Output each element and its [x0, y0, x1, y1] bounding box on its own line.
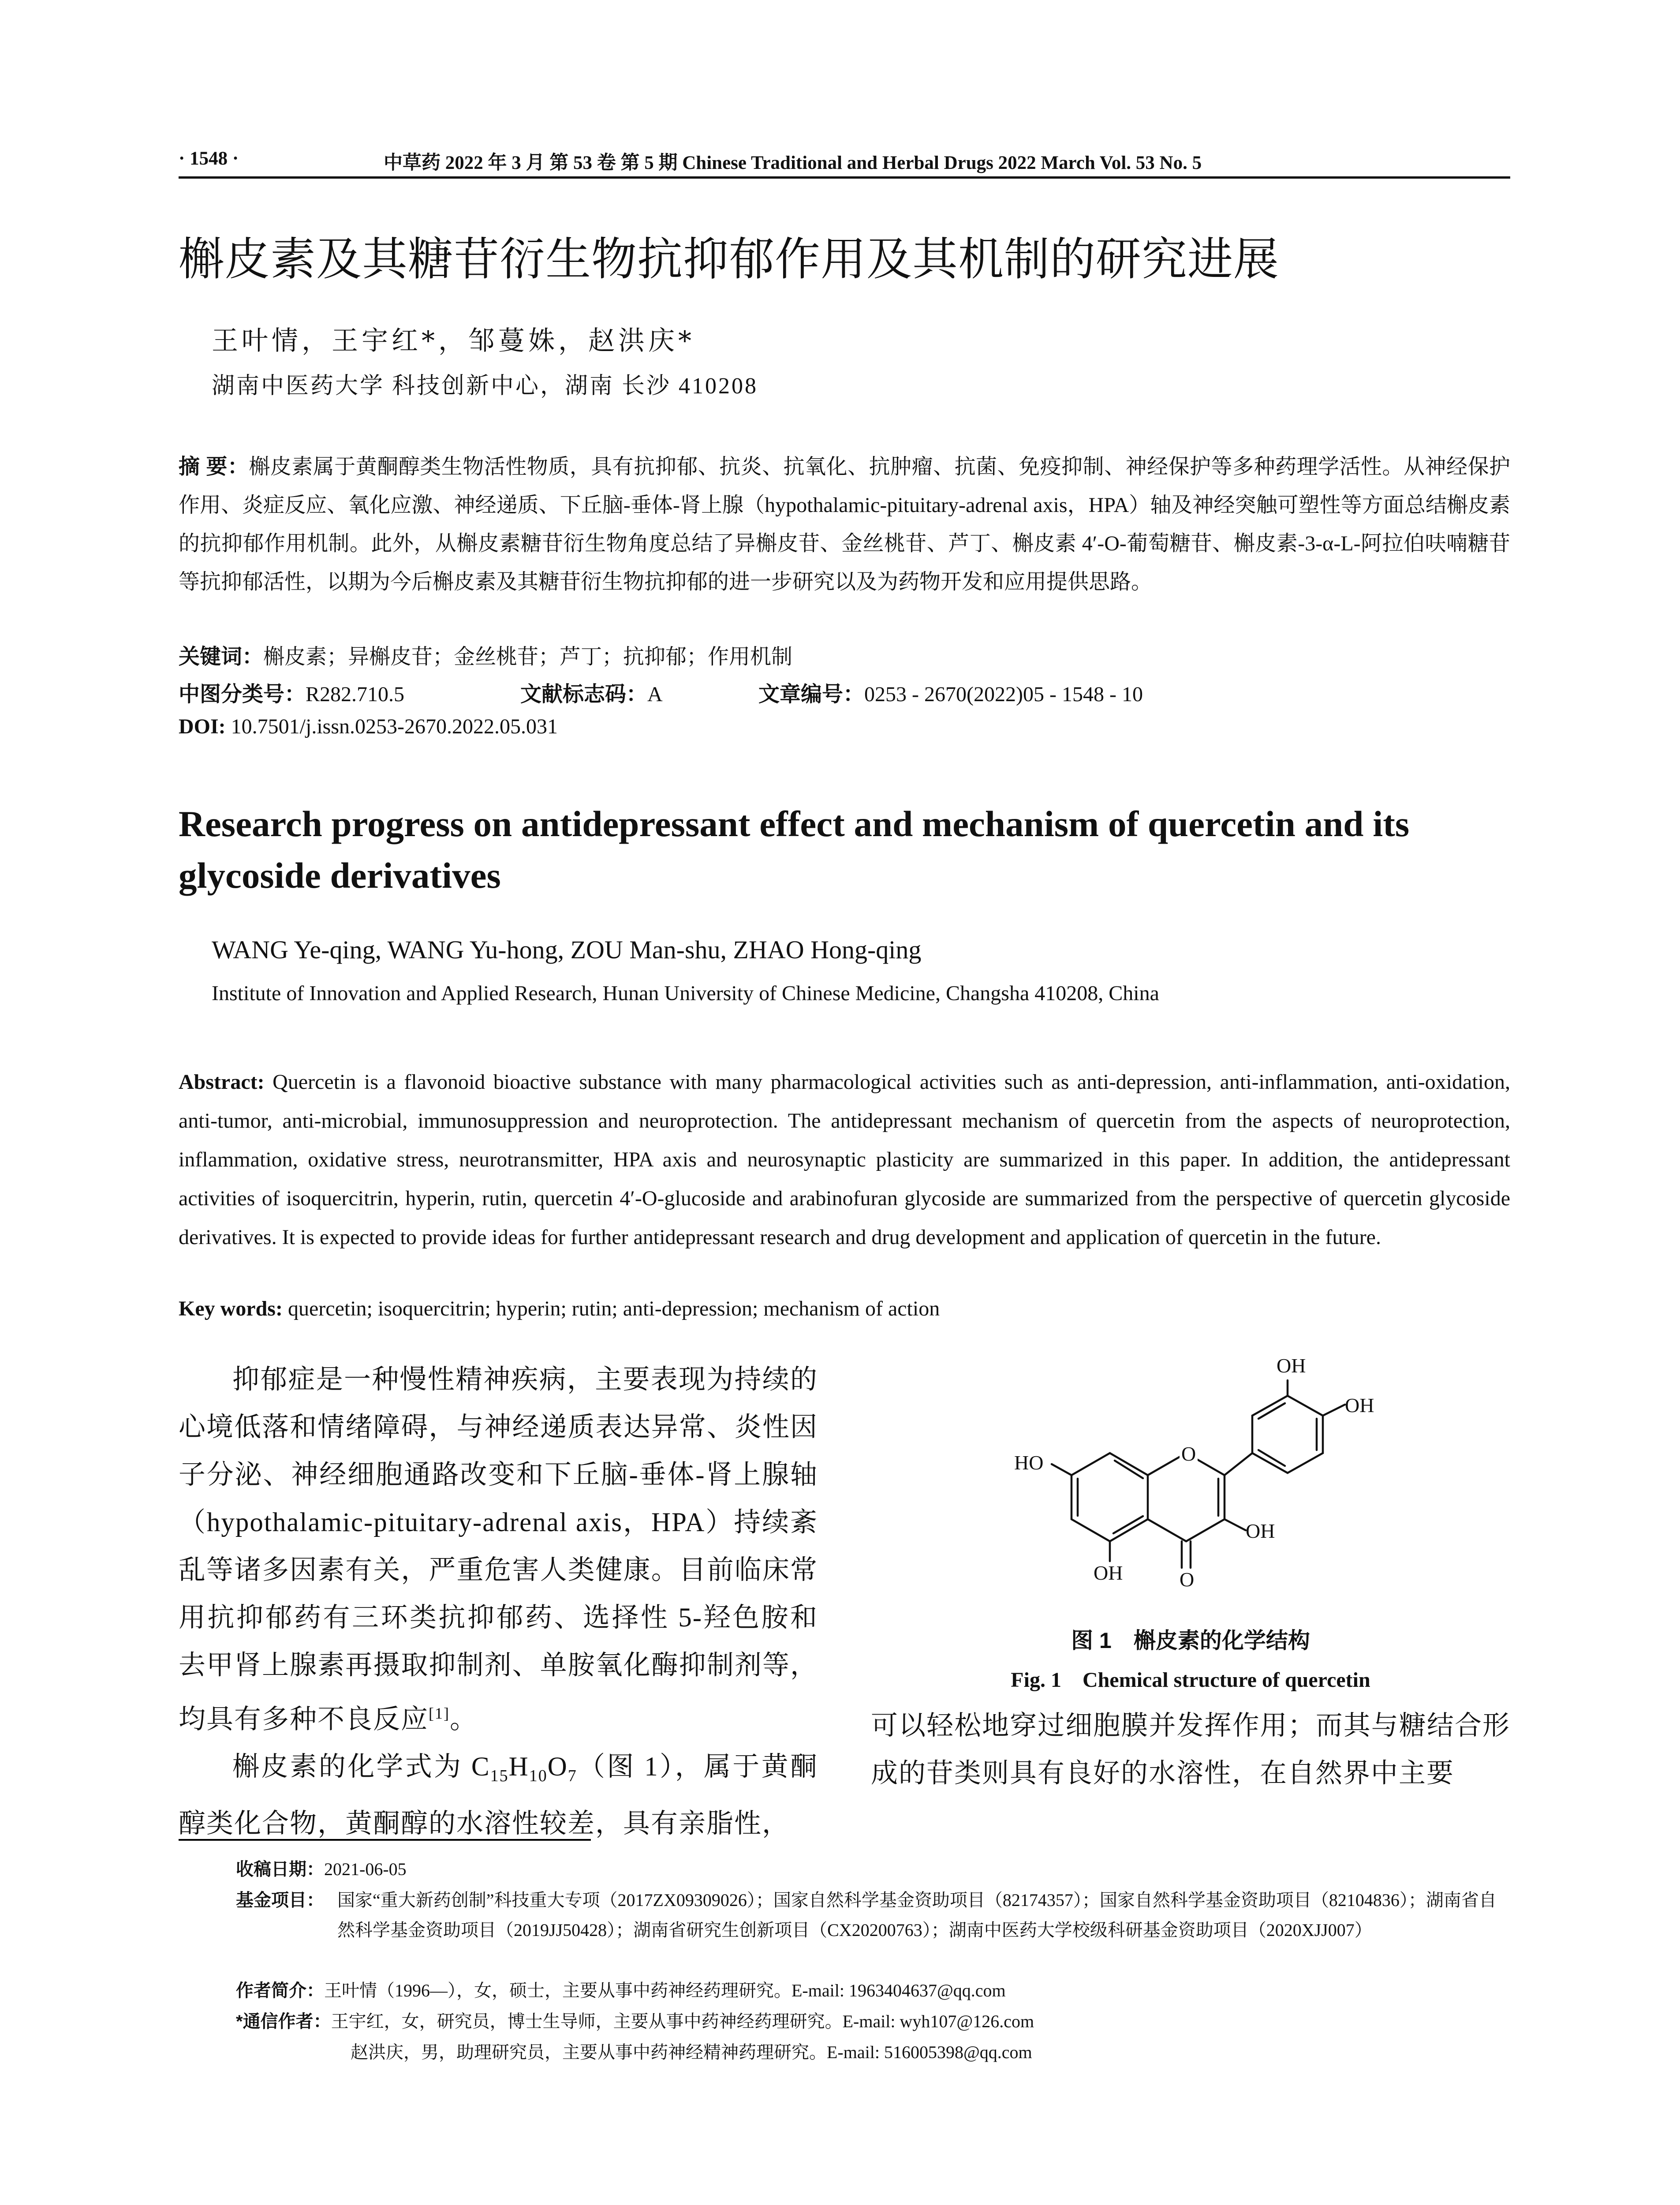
footnote-corresponding-2: 赵洪庆，男，助理研究员，主要从事中药神经精神药理研究。E-mail: 516005398@qq.com	[351, 2042, 1032, 2062]
received-label: 收稿日期：	[236, 1860, 324, 1879]
en-keywords	[179, 1297, 940, 1321]
en-keywords-label: Key words:	[179, 1297, 283, 1320]
doc-code-field	[520, 677, 663, 707]
figure-caption-cn: 图 1 槲皮素的化学结构	[1071, 1628, 1310, 1653]
cn-keywords	[179, 639, 792, 670]
doc-code-value: A	[647, 683, 663, 706]
label-oh-right: OH	[1345, 1394, 1374, 1416]
fund-label: 基金项目：	[236, 1891, 324, 1910]
body-p1-end: 。	[450, 1704, 478, 1734]
cn-keywords-text: 槲皮素；异槲皮苷；金丝桃苷；芦丁；抗抑郁；作用机制	[263, 645, 793, 669]
body-p2-c: O	[547, 1752, 568, 1782]
body-paragraph-2	[179, 1743, 818, 1847]
footnote-corresponding	[236, 2007, 1034, 2037]
running-header	[179, 143, 1510, 179]
corr-label: *通信作者：	[236, 2012, 331, 2031]
en-authors: WANG Ye-qing, WANG Yu-hong, ZOU Man-shu, ZHAO Hong-qing	[212, 935, 922, 964]
doi-label: DOI:	[179, 715, 226, 738]
corr-author-1: 王宇红，女，研究员，博士生导师，主要从事中药神经药理研究。E-mail: wyh107@126.com	[331, 2011, 1034, 2031]
quercetin-structure-figure	[1005, 1354, 1402, 1618]
body-p2-d: （图 1），属于黄酮醇类化合物，黄酮醇的水溶性较差，具有亲脂性，	[179, 1752, 818, 1839]
doi-line	[179, 714, 558, 739]
cn-keywords-label: 关键词：	[179, 645, 264, 669]
footnote-fund	[236, 1885, 1510, 1945]
body-p2-a: 槲皮素的化学式为 C	[232, 1752, 490, 1782]
citation-ref[interactable]: [1]	[429, 1704, 450, 1722]
article-no-field	[758, 677, 1143, 707]
body-paragraph-1	[179, 1356, 818, 1743]
body-p1-text: 抑郁症是一种慢性精神疾病，主要表现为持续的心境低落和情绪障碍，与神经递质表达异常、炎性因子分泌、神经细胞通路改变和下丘脑-垂体-肾上腺轴（hypothalamic-pituitary-adrenal axis，HPA）持续紊乱等诸多因素有关，严重危害人类健康。目前临床常用抗抑郁药有三环类抗抑郁药、选择性 5-羟色胺和去甲肾上腺素再摄取抑制剂、单胺氧化酶抑制剂等，均具有多种不良反应	[179, 1365, 818, 1734]
label-oh-top: OH	[1277, 1354, 1306, 1377]
header-rule	[179, 176, 1510, 179]
label-ho-left: HO	[1014, 1451, 1044, 1474]
label-o-keto: O	[1180, 1568, 1195, 1591]
clc-field	[179, 683, 404, 706]
label-oh-ring: OH	[1246, 1520, 1275, 1542]
en-abstract-label: Abstract:	[179, 1070, 265, 1094]
footnote-rule	[179, 1839, 591, 1841]
en-affiliation: Institute of Innovation and Applied Research, Hunan University of Chinese Medicine, Changsha 410208, China	[212, 982, 1159, 1005]
article-no-value: 0253 - 2670(2022)05 - 1548 - 10	[864, 683, 1143, 706]
formula-sub-2: 10	[529, 1767, 548, 1786]
fund-text: 国家“重大新药创制”科技重大专项（2017ZX09309026）；国家自然科学基金资助项目（82174357）；国家自然科学基金资助项目（82104836）；湖南省自然科学基金资助项目（2019JJ50428）；湖南省研究生创新项目（CX20200763）；湖南中医药大学校级科研基金资助项目（2020XJJ007）	[337, 1890, 1497, 1940]
en-abstract	[179, 1063, 1510, 1257]
clc-value: R282.710.5	[306, 683, 405, 706]
doi-value: 10.7501/j.issn.0253-2670.2022.05.031	[225, 715, 558, 738]
label-o-ring: O	[1180, 1442, 1198, 1465]
body-left-column	[179, 1356, 818, 1848]
page-number: · 1548 ·	[179, 148, 239, 169]
body-right-column: 可以轻松地穿过细胞膜并发挥作用；而其与糖结合形成的苷类则具有良好的水溶性，在自然界中主要	[871, 1711, 1510, 1788]
cn-classification	[179, 677, 1510, 707]
cn-abstract-text: 槲皮素属于黄酮醇类生物活性物质，具有抗抑郁、抗炎、抗氧化、抗肿瘤、抗菌、免疫抑制、神经保护等多种药理学活性。从神经保护作用、炎症反应、氧化应激、神经递质、下丘脑-垂体-肾上腺（hypothalamic-pituitary-adrenal axis，HPA）轴及神经突触可塑性等方面总结槲皮素的抗抑郁作用机制。此外，从槲皮素糖苷衍生物角度总结了异槲皮苷、金丝桃苷、芦丁、槲皮素 4′-O-葡萄糖苷、槲皮素-3-α-L-阿拉伯呋喃糖苷等抗抑郁活性，以期为今后槲皮素及其糖苷衍生物抗抑郁的进一步研究以及为药物开发和应用提供思路。	[179, 455, 1510, 594]
bio-label: 作者简介：	[236, 1981, 324, 2000]
journal-line: 中草药 2022 年 3 月 第 53 卷 第 5 期 Chinese Traditional and Herbal Drugs 2022 March Vol. 53 No. 5	[384, 153, 1202, 173]
doc-code-label: 文献标志码：	[520, 683, 648, 706]
formula-sub-3: 7	[567, 1767, 577, 1786]
cn-title: 槲皮素及其糖苷衍生物抗抑郁作用及其机制的研究进展	[179, 234, 1279, 284]
quercetin-structure-drawing	[1005, 1367, 1402, 1618]
cn-authors: 王叶情，王宇红*，邹蔓姝，赵洪庆*	[212, 325, 695, 356]
label-oh-bottom: OH	[1094, 1562, 1123, 1584]
bio-text: 王叶情（1996—），女，硕士，主要从事中药神经药理研究。E-mail: 1963404637@qq.com	[324, 1981, 1006, 2000]
footnote-bio	[236, 1976, 1006, 2006]
cn-abstract-label: 摘 要：	[179, 455, 249, 478]
en-abstract-text: Quercetin is a flavonoid bioactive substance with many pharmacological activities such as anti-depression, anti-inflammation, anti-oxidation, anti-tumor, anti-microbial, immunosuppression and neuroprotection. The antidepressant mechanism of quercetin from the aspects of neuroprotection, inflammation, oxidative stress, neurotransmitter, HPA axis and neurosynaptic plasticity are summarized in this paper. In addition, the antidepressant activities of isoquercitrin, hyperin, rutin, quercetin 4′-O-glucoside and arabinofuran glycoside are summarized from the perspective of quercetin glycoside derivatives. It is expected to provide ideas for further antidepressant research and drug development and application of quercetin in the future.	[179, 1070, 1510, 1249]
received-date: 2021-06-05	[324, 1859, 407, 1879]
cn-affiliation: 湖南中医药大学 科技创新中心，湖南 长沙 410208	[212, 374, 758, 399]
en-keywords-text: quercetin; isoquercitrin; hyperin; rutin; anti-depression; mechanism of action	[282, 1297, 940, 1320]
en-title: Research progress on antidepressant effect and mechanism of quercetin and its glycoside derivatives	[179, 804, 1410, 896]
formula-sub-1: 15	[490, 1767, 509, 1786]
article-no-label: 文章编号：	[758, 683, 865, 706]
footnote-received	[236, 1854, 407, 1884]
clc-label: 中图分类号：	[179, 683, 306, 706]
cn-abstract	[179, 448, 1510, 601]
figure-caption-en: Fig. 1 Chemical structure of quercetin	[1011, 1668, 1370, 1692]
body-p2-b: H	[508, 1752, 529, 1782]
